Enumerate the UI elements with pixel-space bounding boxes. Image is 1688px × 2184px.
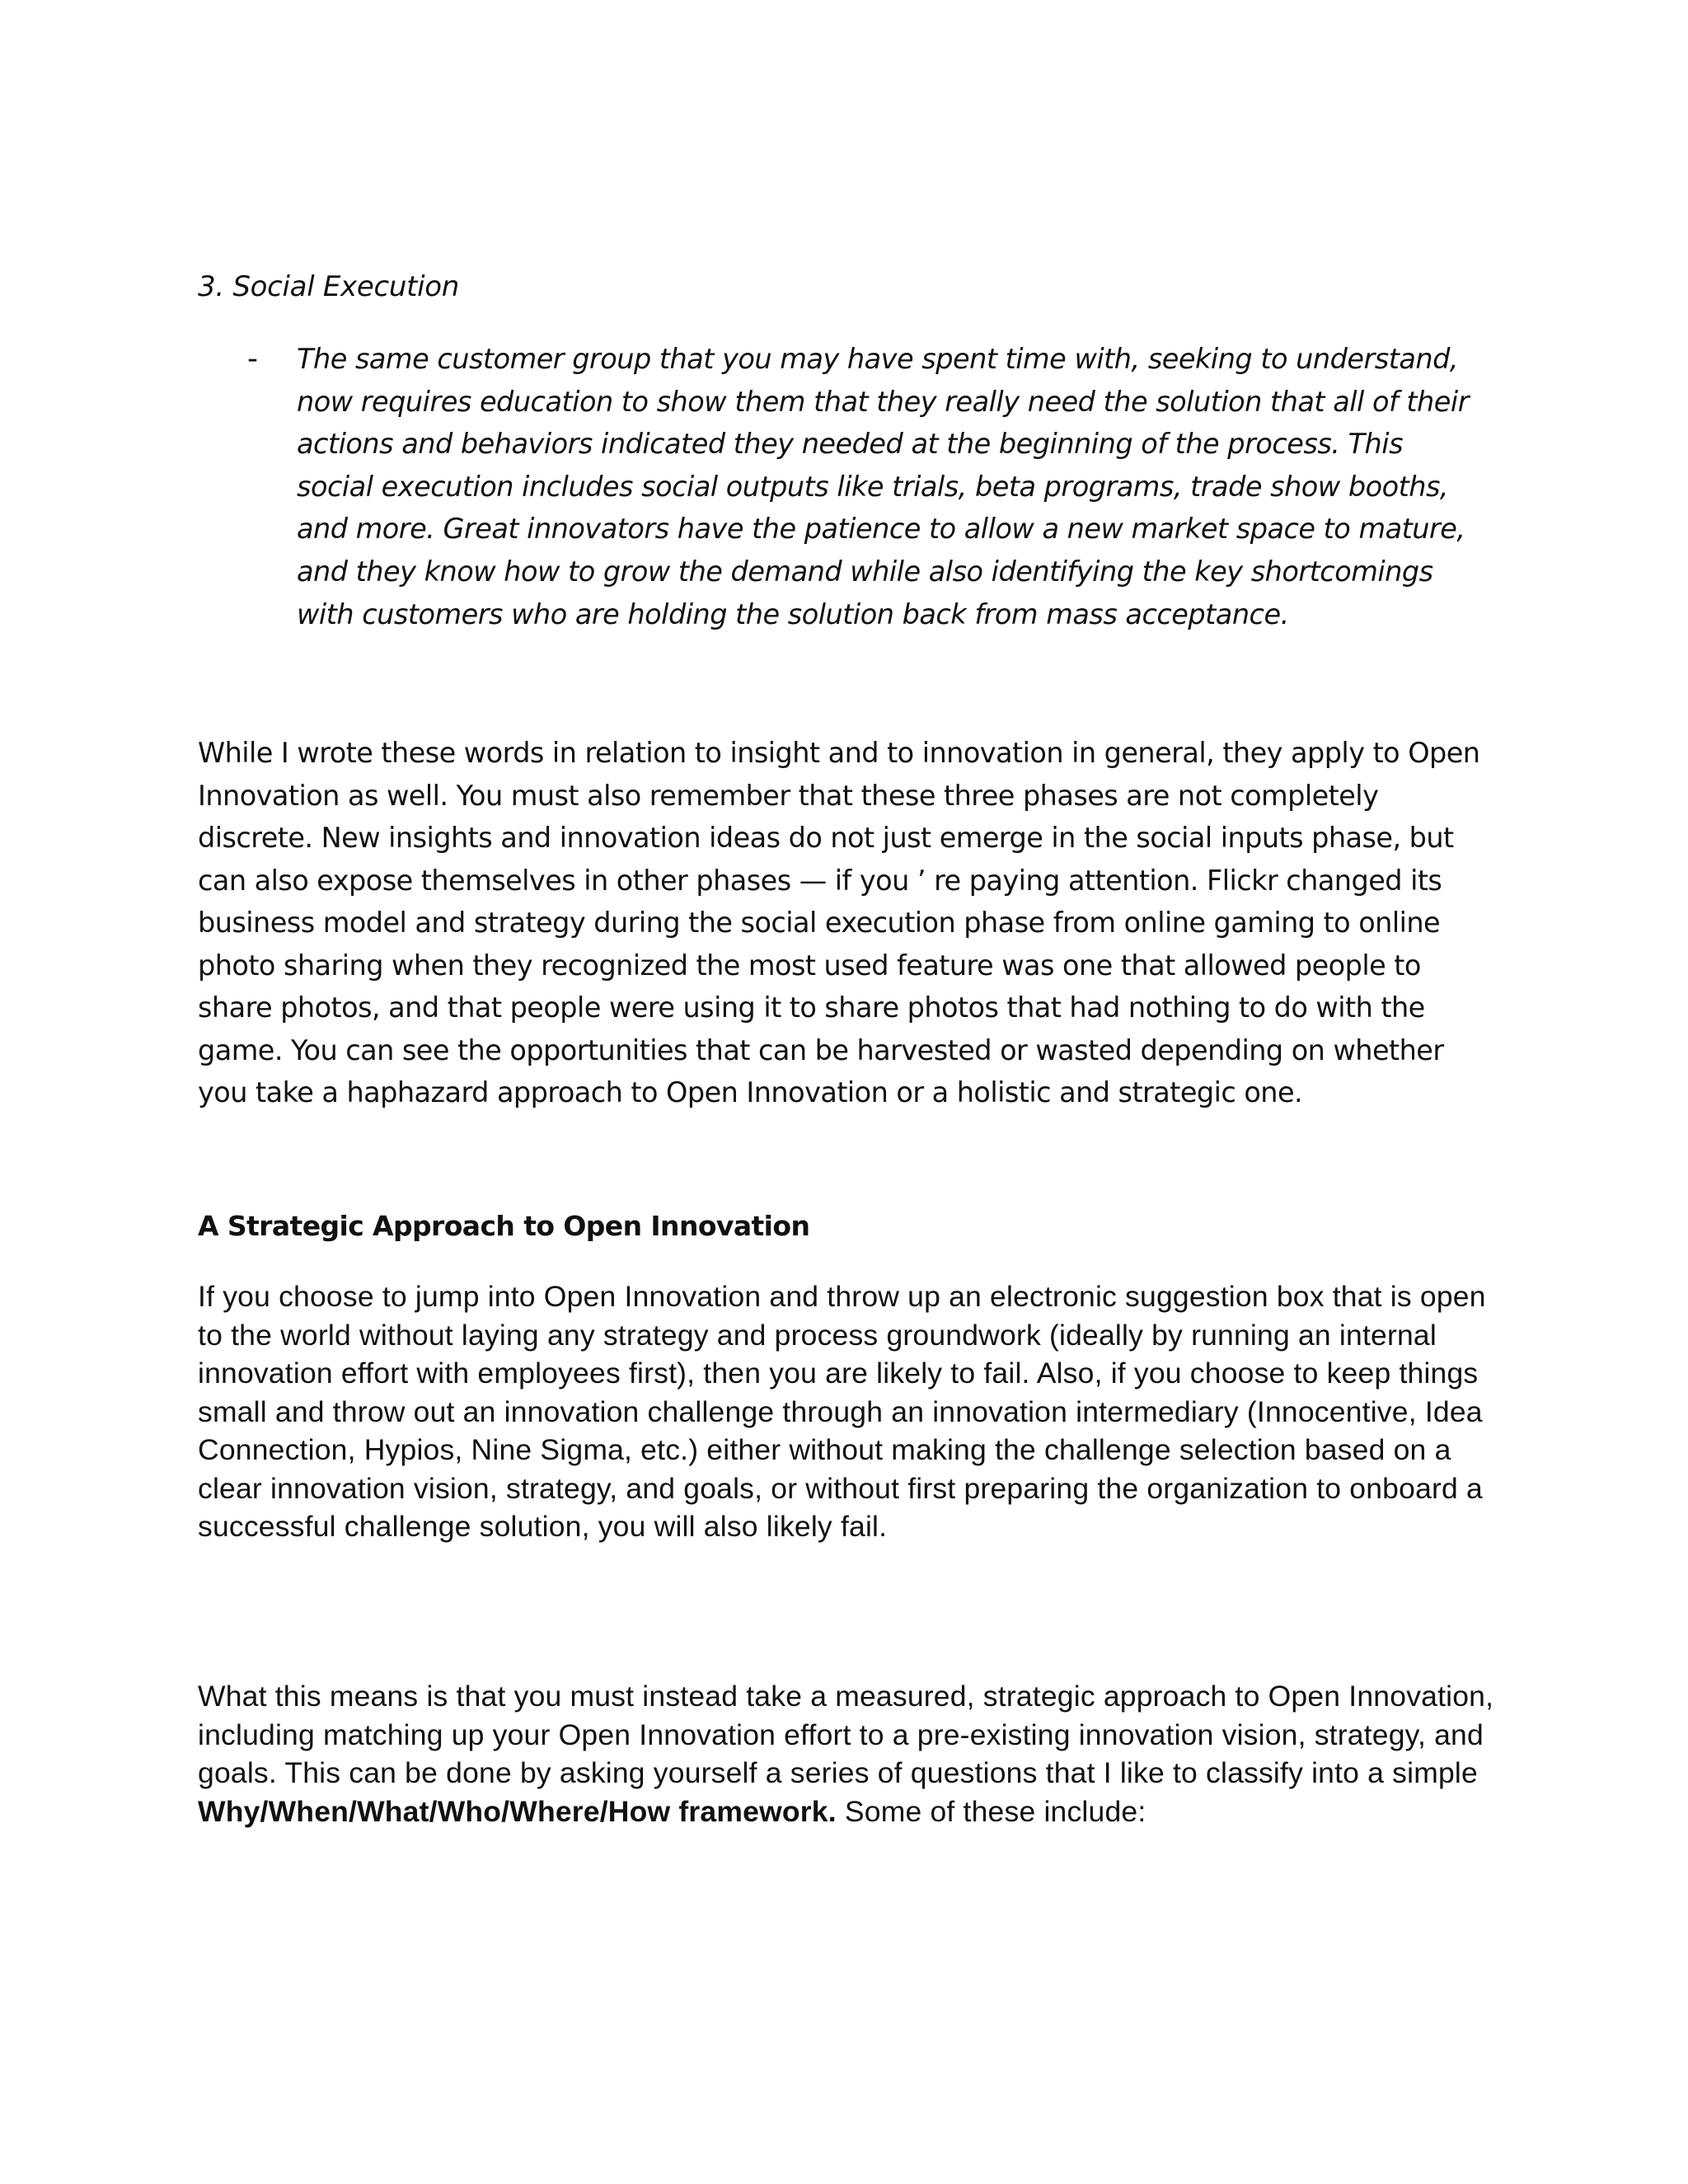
section-label: 3. Social Execution <box>198 270 460 303</box>
bullet-marker: - <box>247 342 258 376</box>
body-paragraph-1: While I wrote these words in relation to insight and to innovation in general, they apply to Open Innovation as well. You must also remember that these three phases are not completely discrete. New insights and innovation ideas do not just emerge in the social inputs phase, but can also expose themselves in other phases — if you ’ re paying attention. Flickr changed its business model and strategy during the social execution phase from online gaming to online photo sharing when they recognized the most used feature was one that allowed people to share photos, and that people were using it to share photos that had nothing to do with the game. You can see the opportunities that can be harvested or wasted depending on whether you take a haphazard approach to Open Innovation or a holistic and strategic one. <box>198 737 1480 1108</box>
body-paragraph-3 <box>198 1677 1500 1830</box>
paragraph-3-text-before: What this means is that you must instead take a measured, strategic approach to Open Innovation, including matching up your Open Innovation effort to a pre-existing innovation vision, strategy, and goals. This can be done by asking yourself a series of questions that I like to classify into a simple <box>198 1680 1494 1789</box>
body-paragraph-2: If you choose to jump into Open Innovation and throw up an electronic suggestion box that is open to the world without laying any strategy and process groundwork (ideally by running an internal innovation effort with employees first), then you are likely to fail. Also, if you choose to keep things small and throw out an innovation challenge through an innovation intermediary (Innocentive, Idea Connection, Hypios, Nine Sigma, etc.) either without making the challenge selection based on a clear innovation vision, strategy, and goals, or without first preparing the organization to onboard a successful challenge solution, you will also likely fail. <box>198 1280 1486 1543</box>
bullet-text: The same customer group that you may have spent time with, seeking to understand, now requires education to show them that they really need the solution that all of their actions and behaviors indicated they needed at the beginning of the process. This social execution includes social outputs like trials, beta programs, trade show booths, and more. Great innovators have the patience to allow a new market space to mature, and they know how to grow the demand while also identifying the key shortcomings with customers who are holding the solution back from mass acceptance. <box>297 343 1469 630</box>
paragraph-3-text-after: Some of these include: <box>836 1794 1146 1828</box>
section-heading: A Strategic Approach to Open Innovation <box>198 1210 810 1242</box>
framework-name: Why/When/What/Who/Where/How framework. <box>198 1794 837 1828</box>
